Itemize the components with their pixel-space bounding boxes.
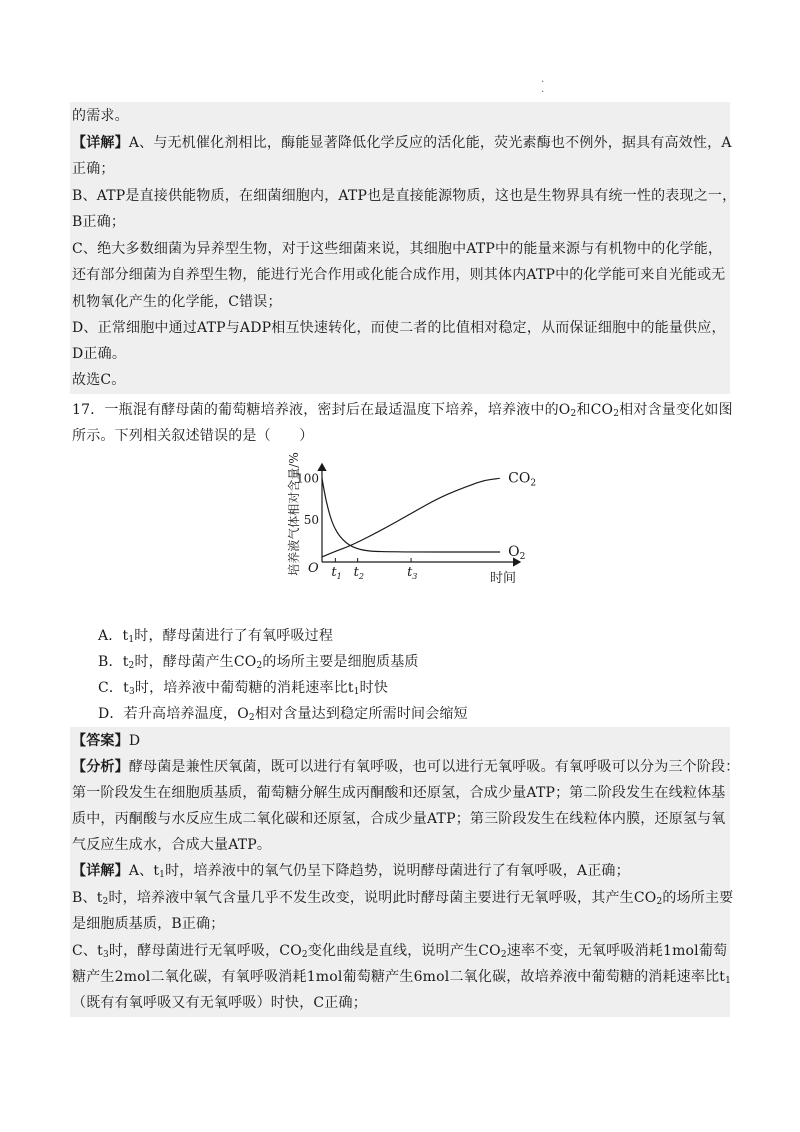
text-line: 质中，丙酮酸与水反应生成二氧化碳和还原氢，合成少量ATP；第三阶段发生在线粒体内膜，还原氢与氧 [72, 811, 726, 827]
text-line: 【详解】A、$t_1$时，培养液中的氧气仍呈下降趋势，说明酵母菌进行了有氧呼吸，A正确； [72, 863, 630, 880]
y-tick-label: 100 [296, 471, 319, 486]
question-17-stem: 所示。下列相关叙述错误的是（ ） [72, 428, 314, 444]
text-line: 是细胞质基质，B正确； [72, 916, 225, 932]
text-line: 第一阶段发生在细胞质基质，葡萄糖分解生成丙酮酸和还原氢，合成少量ATP；第二阶段发生在线粒体基 [72, 785, 726, 801]
x-tick-label: $t_2$ [353, 565, 364, 581]
text-line: B、ATP是直接供能物质，在细菌细胞内，ATP也是直接能源物质，这也是生物界具有统一性的表现之一， [72, 188, 737, 204]
text-line: （既有有氧呼吸又有无氧呼吸）时快，C正确； [72, 995, 367, 1011]
text-line: 【详解】A、与无机催化剂相比，酶能显著降低化学反应的活化能，荧光素酶也不例外，据具有高效性，A [72, 135, 732, 151]
y-axis-label: 培养液气体相对含量/% [287, 452, 301, 576]
chart-marks [286, 452, 536, 586]
origin-label: O [308, 561, 319, 576]
detail-tag: 【详解】 [72, 863, 129, 879]
answer-tag: 【答案】 [72, 733, 129, 749]
text-line: 正确； [72, 161, 115, 177]
question-17-stem: 17．一瓶混有酵母菌的葡萄糖培养液，密封后在最适温度下培养，培养液中的$O_2$和$CO_2$相对含量变化如图 [72, 402, 733, 419]
text-line: C、$t_3$时，酵母菌进行无氧呼吸，$CO_2$变化曲线是直线，说明产生$CO_2$速率不变，无氧呼吸消耗1mol葡萄 [72, 943, 728, 960]
text-line: 糖产生2mol二氧化碳，有氧呼吸消耗1mol葡萄糖产生6mol二氧化碳，故培养液中葡萄糖的消耗速率比$t_1$ [72, 969, 732, 986]
series-label-o: $O_2$ [508, 543, 526, 562]
text-line: 故选C。 [72, 372, 126, 388]
text-line: B正确； [72, 214, 126, 230]
text-line: 机物氧化产生的化学能，C错误； [72, 294, 282, 310]
chart-svg [276, 452, 537, 622]
answer-line [72, 731, 140, 751]
gas-content-chart [276, 452, 537, 622]
text-line: D、正常细胞中通过ATP与ADP相互快速转化，而使二者的比值相对稳定，从而保证细胞中的能量供应， [72, 320, 726, 336]
option-d: D．若升高培养温度，$O_2$相对含量达到稳定所需时间会缩短 [98, 706, 468, 723]
series-label-co: $CO_2$ [508, 470, 537, 489]
text-line: B、$t_2$时，培养液中氧气含量几乎不发生改变，说明此时酵母菌主要进行无氧呼吸，其产生$CO_2$的场所主要 [72, 890, 734, 907]
page-mark: · · [541, 77, 545, 98]
text-line: 还有部分细菌为自养型生物，能进行光合作用或化能合成作用，则其体内ATP中的化学能可来自光能或无 [72, 267, 726, 283]
x-tick-label: $t_1$ [331, 565, 342, 581]
x-tick-label: $t_3$ [407, 565, 418, 581]
option-a: A．$t_1$时，酵母菌进行了有氧呼吸过程 [98, 628, 334, 645]
text-line: 的需求。 [72, 108, 129, 124]
analysis-tag: 【分析】 [72, 759, 129, 775]
text-line: 【分析】酵母菌是兼性厌氧菌，既可以进行有氧呼吸，也可以进行无氧呼吸。有氧呼吸可以分为三个阶段： [72, 759, 740, 775]
detail-tag: 【详解】 [72, 135, 129, 151]
y-tick-label: 50 [303, 513, 319, 528]
series-line-o [322, 478, 500, 552]
text-line: C、绝大多数细菌为异养型生物，对于这些细菌来说，其细胞中ATP中的能量来源与有机物中的化学能， [72, 241, 723, 257]
answer-value: D [128, 733, 141, 749]
option-b: B．$t_2$时，酵母菌产生$CO_2$的场所主要是细胞质基质 [98, 654, 419, 671]
text-line: D正确。 [72, 346, 127, 362]
text-line: 气反应生成水，合成大量ATP。 [72, 837, 272, 853]
option-c: C．$t_3$时，培养液中葡萄糖的消耗速率比$t_1$时快 [98, 680, 389, 697]
x-axis-label: 时间 [490, 571, 517, 586]
